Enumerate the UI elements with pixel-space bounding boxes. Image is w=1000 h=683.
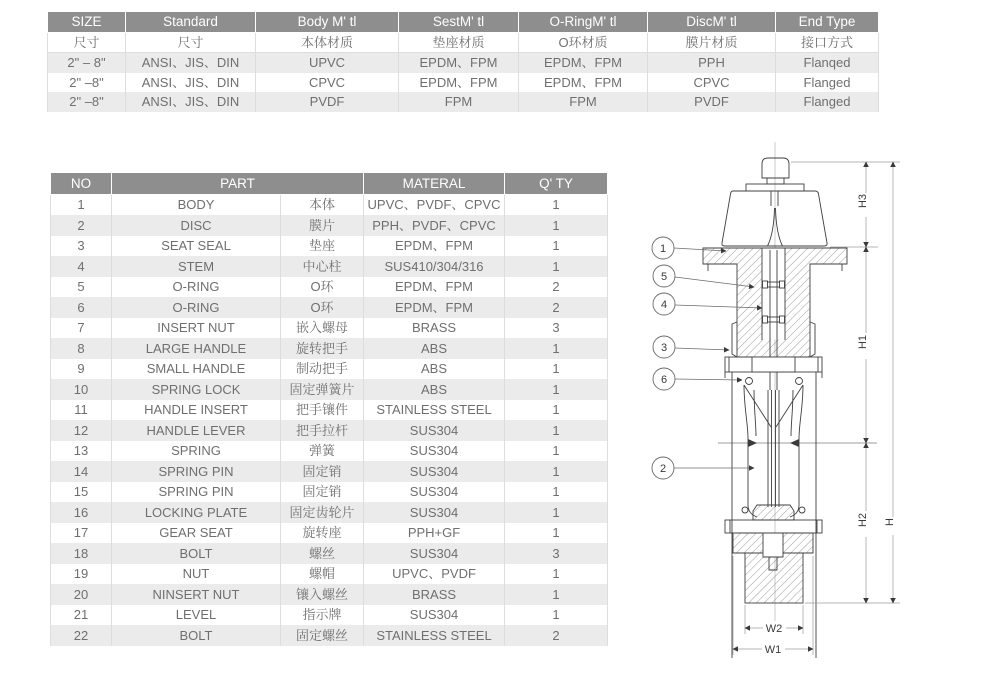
cell-qty: 3 <box>505 543 608 564</box>
cell-no: 5 <box>51 277 112 298</box>
cell-qty: 2 <box>505 277 608 298</box>
parts-table-row <box>51 523 608 544</box>
cell-material: ABS <box>364 338 505 359</box>
cell-material: PPH+GF <box>364 523 505 544</box>
cell-part-en: BOLT <box>112 543 281 564</box>
cell-size: 2" –8" <box>48 92 126 112</box>
lower-collar <box>725 520 822 533</box>
spec-header-seat: SestM' tl <box>399 12 519 33</box>
cell-size: 2" – 8" <box>48 53 126 73</box>
cell-material: SUS304 <box>364 461 505 482</box>
parts-table-row <box>51 379 608 400</box>
cell-no: 13 <box>51 441 112 462</box>
cell-material: EPDM、FPM <box>364 277 505 298</box>
cell-qty: 1 <box>505 420 608 441</box>
cell-qty: 1 <box>505 194 608 215</box>
callout-3-number: 3 <box>660 342 668 354</box>
cell-qty: 1 <box>505 215 608 236</box>
cell-part-cn: 垫座 <box>281 236 364 257</box>
cell-part-cn: 指示牌 <box>281 605 364 626</box>
valve-cross-section-drawing <box>620 140 1000 680</box>
handwheel-cap <box>722 191 827 246</box>
parts-table-row <box>51 564 608 585</box>
parts-table-row <box>51 461 608 482</box>
body-oring-right <box>796 378 803 385</box>
parts-header-part: PART <box>112 173 364 195</box>
spec-table-row <box>48 53 879 73</box>
cell-part-en: LARGE HANDLE <box>112 338 281 359</box>
cell-part-en: O-RING <box>112 277 281 298</box>
cell-part-cn: 把手镶件 <box>281 400 364 421</box>
cell-qty: 1 <box>505 256 608 277</box>
cell-standard: ANSI、JIS、DIN <box>126 73 256 93</box>
cell-part-en: SPRING PIN <box>112 461 281 482</box>
cell-part-cn: 旋转座 <box>281 523 364 544</box>
callout-1-number: 1 <box>659 243 667 255</box>
parts-table-row <box>51 194 608 215</box>
cell-part-en: DISC <box>112 215 281 236</box>
cell-no: 14 <box>51 461 112 482</box>
cell-material: STAINLESS STEEL <box>364 400 505 421</box>
parts-table-row <box>51 359 608 380</box>
parts-table-row <box>51 584 608 605</box>
cell-part-en: INSERT NUT <box>112 318 281 339</box>
cell-material: BRASS <box>364 584 505 605</box>
spec-table <box>47 11 879 112</box>
parts-table-row <box>51 256 608 277</box>
parts-table-row <box>51 543 608 564</box>
cell-qty: 1 <box>505 359 608 380</box>
parts-table-row <box>51 297 608 318</box>
spec-subheader-row <box>48 32 879 53</box>
cell-no: 18 <box>51 543 112 564</box>
cell-part-en: O-RING <box>112 297 281 318</box>
cell-qty: 2 <box>505 297 608 318</box>
cell-part-cn: 旋转把手 <box>281 338 364 359</box>
cell-material: STAINLESS STEEL <box>364 625 505 646</box>
cell-no: 17 <box>51 523 112 544</box>
cell-qty: 1 <box>505 461 608 482</box>
spec-subheader-cell: 垫座材质 <box>399 32 519 53</box>
cell-part-en: SMALL HANDLE <box>112 359 281 380</box>
cell-endtype: Flanqed <box>776 53 879 73</box>
cell-qty: 1 <box>505 236 608 257</box>
parts-header-material: MATERAL <box>364 173 505 195</box>
cell-part-en: LEVEL <box>112 605 281 626</box>
cell-part-cn: 固定弹簧片 <box>281 379 364 400</box>
parts-table-row <box>51 338 608 359</box>
cell-oring: EPDM、FPM <box>519 53 648 73</box>
dim-label-w2: W2 <box>765 623 783 635</box>
cell-material: SUS304 <box>364 441 505 462</box>
spec-subheader-cell: O环材质 <box>519 32 648 53</box>
parts-table-body <box>51 194 608 646</box>
parts-table-row <box>51 318 608 339</box>
parts-table-row <box>51 215 608 236</box>
valve-body-outline <box>703 158 877 658</box>
cell-qty: 1 <box>505 584 608 605</box>
callout-4-number: 4 <box>660 299 668 311</box>
cell-qty: 1 <box>505 338 608 359</box>
dim-label-h2: H2 <box>857 512 869 528</box>
cell-part-cn: 镶入螺丝 <box>281 584 364 605</box>
body-oring-left <box>746 378 753 385</box>
cell-part-en: BOLT <box>112 625 281 646</box>
spec-subheader-cell: 尺寸 <box>48 32 126 53</box>
cell-disc: PVDF <box>648 92 776 112</box>
cell-body: UPVC <box>256 53 399 73</box>
spec-header-endtype: End Type <box>776 12 879 33</box>
cell-no: 15 <box>51 482 112 503</box>
callout-2-number: 2 <box>659 463 667 475</box>
dim-label-h1: H1 <box>857 334 869 350</box>
cell-material: EPDM、FPM <box>364 297 505 318</box>
cell-part-cn: 固定螺丝 <box>281 625 364 646</box>
cell-endtype: Flanged <box>776 92 879 112</box>
parts-table-row <box>51 277 608 298</box>
cell-part-en: HANDLE LEVER <box>112 420 281 441</box>
cell-seat: FPM <box>399 92 519 112</box>
cell-no: 10 <box>51 379 112 400</box>
parts-table-row <box>51 625 608 646</box>
cell-part-cn: 嵌入螺母 <box>281 318 364 339</box>
cell-part-en: BODY <box>112 194 281 215</box>
parts-table-row <box>51 400 608 421</box>
spec-header-row <box>48 12 879 33</box>
cell-part-cn: 本体 <box>281 194 364 215</box>
cell-no: 6 <box>51 297 112 318</box>
spec-table-row <box>48 73 879 93</box>
cell-no: 1 <box>51 194 112 215</box>
spec-table-body <box>48 53 879 112</box>
cell-qty: 3 <box>505 318 608 339</box>
cell-no: 9 <box>51 359 112 380</box>
cell-no: 16 <box>51 502 112 523</box>
cell-qty: 1 <box>505 523 608 544</box>
cell-seat: EPDM、FPM <box>399 73 519 93</box>
cell-part-en: SPRING <box>112 441 281 462</box>
cell-part-en: NINSERT NUT <box>112 584 281 605</box>
cell-no: 19 <box>51 564 112 585</box>
cell-part-cn: O环 <box>281 277 364 298</box>
cell-material: SUS410/304/316 <box>364 256 505 277</box>
cell-part-en: GEAR SEAT <box>112 523 281 544</box>
parts-table-row <box>51 420 608 441</box>
spec-header-disc: DiscM' tl <box>648 12 776 33</box>
parts-header-no: NO <box>51 173 112 195</box>
cell-qty: 1 <box>505 441 608 462</box>
cell-part-en: NUT <box>112 564 281 585</box>
spec-subheader-cell: 接口方式 <box>776 32 879 53</box>
cell-endtype: Flanged <box>776 73 879 93</box>
spec-table-row <box>48 92 879 112</box>
cell-material: SUS304 <box>364 543 505 564</box>
cell-oring: FPM <box>519 92 648 112</box>
cell-part-cn: 把手拉杆 <box>281 420 364 441</box>
cell-material: SUS304 <box>364 482 505 503</box>
dim-label-h3: H3 <box>857 193 869 209</box>
callout-6-number: 6 <box>660 374 668 386</box>
spec-subheader-cell: 本体材质 <box>256 32 399 53</box>
cell-material: PPH、PVDF、CPVC <box>364 215 505 236</box>
cell-qty: 1 <box>505 482 608 503</box>
spec-header-body: Body M' tl <box>256 12 399 33</box>
cell-part-cn: 固定销 <box>281 482 364 503</box>
cell-part-cn: 螺帽 <box>281 564 364 585</box>
cell-part-cn: 制动把手 <box>281 359 364 380</box>
cell-material: ABS <box>364 379 505 400</box>
cell-no: 11 <box>51 400 112 421</box>
cell-no: 2 <box>51 215 112 236</box>
cell-no: 7 <box>51 318 112 339</box>
cell-body: CPVC <box>256 73 399 93</box>
cell-part-cn: 固定齿轮片 <box>281 502 364 523</box>
cell-part-cn: O环 <box>281 297 364 318</box>
cell-material: EPDM、FPM <box>364 236 505 257</box>
cell-no: 20 <box>51 584 112 605</box>
cell-part-cn: 螺丝 <box>281 543 364 564</box>
cell-standard: ANSI、JIS、DIN <box>126 92 256 112</box>
cell-oring: EPDM、FPM <box>519 73 648 93</box>
parts-table-row <box>51 605 608 626</box>
dim-label-w1: W1 <box>764 644 782 656</box>
cell-part-cn: 弹簧 <box>281 441 364 462</box>
cell-size: 2" –8" <box>48 73 126 93</box>
cell-disc: CPVC <box>648 73 776 93</box>
parts-table-row <box>51 502 608 523</box>
cell-no: 12 <box>51 420 112 441</box>
cell-body: PVDF <box>256 92 399 112</box>
parts-table-row <box>51 441 608 462</box>
cell-material: SUS304 <box>364 605 505 626</box>
cell-part-en: SEAT SEAL <box>112 236 281 257</box>
callout-5-number: 5 <box>660 271 668 283</box>
cell-part-en: STEM <box>112 256 281 277</box>
cell-material: UPVC、PVDF、CPVC <box>364 194 505 215</box>
diaphragm <box>744 385 803 505</box>
cell-no: 21 <box>51 605 112 626</box>
parts-table-row <box>51 236 608 257</box>
cell-material: BRASS <box>364 318 505 339</box>
stem-bolt <box>762 158 789 178</box>
cell-part-cn: 膜片 <box>281 215 364 236</box>
cell-qty: 1 <box>505 564 608 585</box>
cell-qty: 2 <box>505 625 608 646</box>
cell-part-en: SPRING PIN <box>112 482 281 503</box>
base-block <box>745 553 803 603</box>
cell-standard: ANSI、JIS、DIN <box>126 53 256 73</box>
parts-header-qty: Q' TY <box>505 173 608 195</box>
spec-subheader-cell: 膜片材质 <box>648 32 776 53</box>
cell-seat: EPDM、FPM <box>399 53 519 73</box>
spec-header-standard: Standard <box>126 12 256 33</box>
cell-material: SUS304 <box>364 420 505 441</box>
parts-table <box>50 172 608 646</box>
cell-no: 8 <box>51 338 112 359</box>
cell-no: 22 <box>51 625 112 646</box>
cell-part-en: HANDLE INSERT <box>112 400 281 421</box>
cell-part-cn: 固定销 <box>281 461 364 482</box>
cell-part-en: LOCKING PLATE <box>112 502 281 523</box>
cell-qty: 1 <box>505 502 608 523</box>
cell-qty: 1 <box>505 379 608 400</box>
cell-part-en: SPRING LOCK <box>112 379 281 400</box>
cell-material: UPVC、PVDF <box>364 564 505 585</box>
parts-header-row <box>51 173 608 195</box>
spec-subheader-cell: 尺寸 <box>126 32 256 53</box>
cell-qty: 1 <box>505 605 608 626</box>
cell-material: ABS <box>364 359 505 380</box>
cell-no: 4 <box>51 256 112 277</box>
dim-label-h: H <box>884 518 896 526</box>
spec-header-oring: O-RingM' tl <box>519 12 648 33</box>
cell-qty: 1 <box>505 400 608 421</box>
parts-table-row <box>51 482 608 503</box>
spec-header-size: SIZE <box>48 12 126 33</box>
cell-part-cn: 中心柱 <box>281 256 364 277</box>
cell-disc: PPH <box>648 53 776 73</box>
cell-no: 3 <box>51 236 112 257</box>
compressor-nut <box>753 505 794 520</box>
cell-material: SUS304 <box>364 502 505 523</box>
